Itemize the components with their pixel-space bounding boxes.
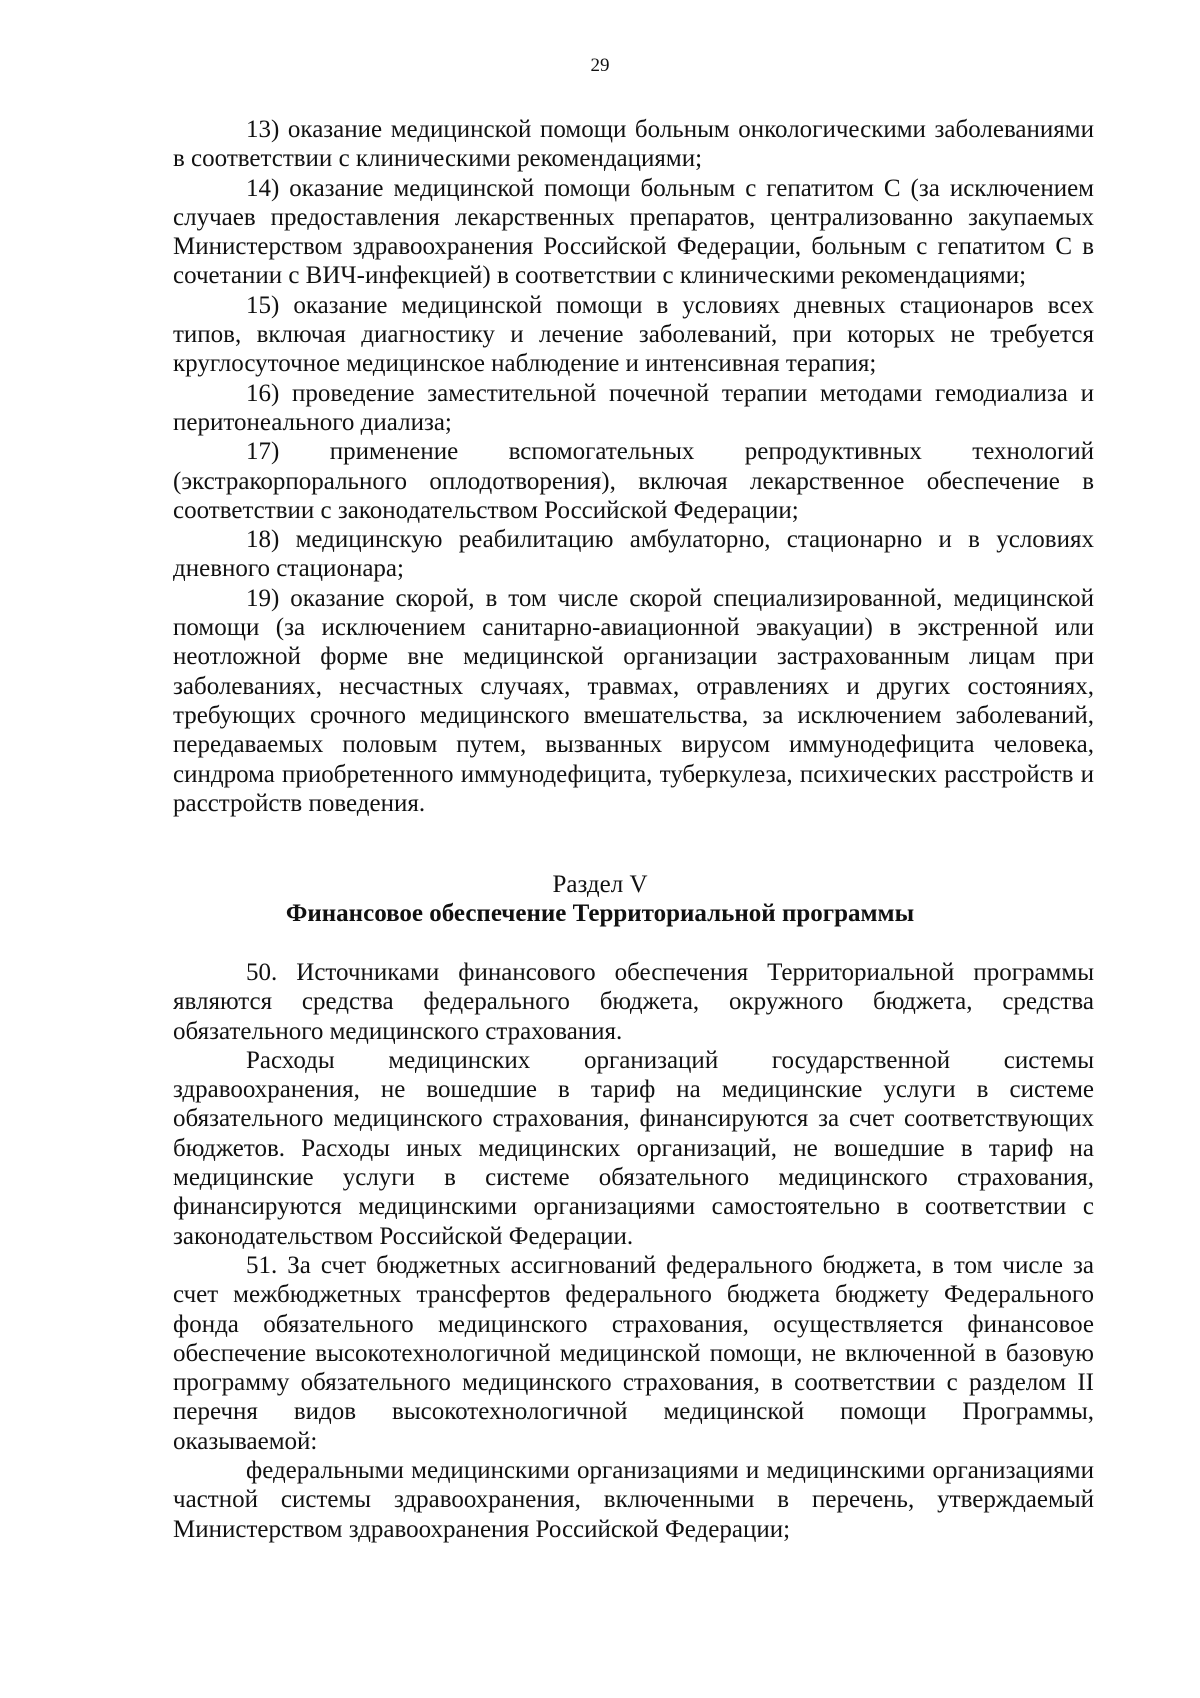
list-item: 15) оказание медицинской помощи в условиях дневных стационаров всех типов, включая диагностику и лечение заболеваний, при которых не требуется круглосуточное медицинское наблюдение и интенсивная терапия;	[173, 291, 1094, 378]
paragraph: федеральными медицинскими организациями и медицинскими организациями частной системы здравоохранения, включенными в перечень, утверждаемый Министерством здравоохранения Российской Федерации;	[173, 1457, 1094, 1543]
list-item: 14) оказание медицинской помощи больным с гепатитом С (за исключением случаев предоставления лекарственных препаратов, централизованно закупаемых Министерством здравоохранения Российской Федерации, больным с гепатитом С в сочетании с ВИЧ-инфекцией) в соответствии с клиническими рекомендациями;	[173, 174, 1094, 290]
list-item: 16) проведение заместительной почечной терапии методами гемодиализа и перитонеального диализа;	[173, 379, 1094, 436]
list-item: 13) оказание медицинской помощи больным онкологическими заболеваниями в соответствии с клиническими рекомендациями;	[173, 116, 1094, 173]
section-label: Раздел V	[552, 871, 648, 898]
list-item: 17) применение вспомогательных репродуктивных технологий (экстракорпорального оплодотворения), включая лекарственное обеспечение в соответствии с законодательством Российской Федерации;	[173, 438, 1094, 524]
list-item: 18) медицинскую реабилитацию амбулаторно, стационарно и в условиях дневного стационара;	[173, 526, 1094, 583]
services-list	[173, 115, 1094, 818]
paragraph: Расходы медицинских организаций государственной системы здравоохранения, не вошедшие в тариф на медицинские услуги в системе обязательного медицинского страхования, финансируются за счет соответствующих бюджетов. Расходы иных медицинских организаций, не вошедшие в тариф на медицинские услуги в системе обязательного медицинского страхования, финансируются медицинскими организациями самостоятельно в соответствии с законодательством Российской Федерации.	[173, 1046, 1094, 1250]
paragraph: 51. За счет бюджетных ассигнований федерального бюджета, в том числе за счет межбюджетных трансфертов федерального бюджета бюджету Федерального фонда обязательного медицинского страхования, осуществляется финансовое обеспечение высокотехнологичной медицинской помощи, не включенной в базовую программу обязательного медицинского страхования, в соответствии с разделом II перечня видов высокотехнологичной медицинской помощи Программы, оказываемой:	[173, 1251, 1094, 1455]
finance-section	[173, 958, 1094, 1544]
page-number: 29	[590, 55, 610, 76]
list-item: 19) оказание скорой, в том числе скорой специализированной, медицинской помощи (за исключением санитарно-авиационной эвакуации) в экстренной или неотложной форме вне медицинской организации застрахованным лицам при заболеваниях, несчастных случаях, травмах, отравлениях и других состояниях, требующих срочного медицинского вмешательства, за исключением заболеваний, передаваемых половым путем, вызванных вирусом иммунодефицита человека, синдрома приобретенного иммунодефицита, туберкулеза, психических расстройств и расстройств поведения.	[173, 584, 1094, 817]
section-title: Финансовое обеспечение Территориальной программы	[285, 900, 915, 927]
paragraph: 50. Источниками финансового обеспечения Территориальной программы являются средства федерального бюджета, окружного бюджета, средства обязательного медицинского страхования.	[173, 959, 1094, 1045]
